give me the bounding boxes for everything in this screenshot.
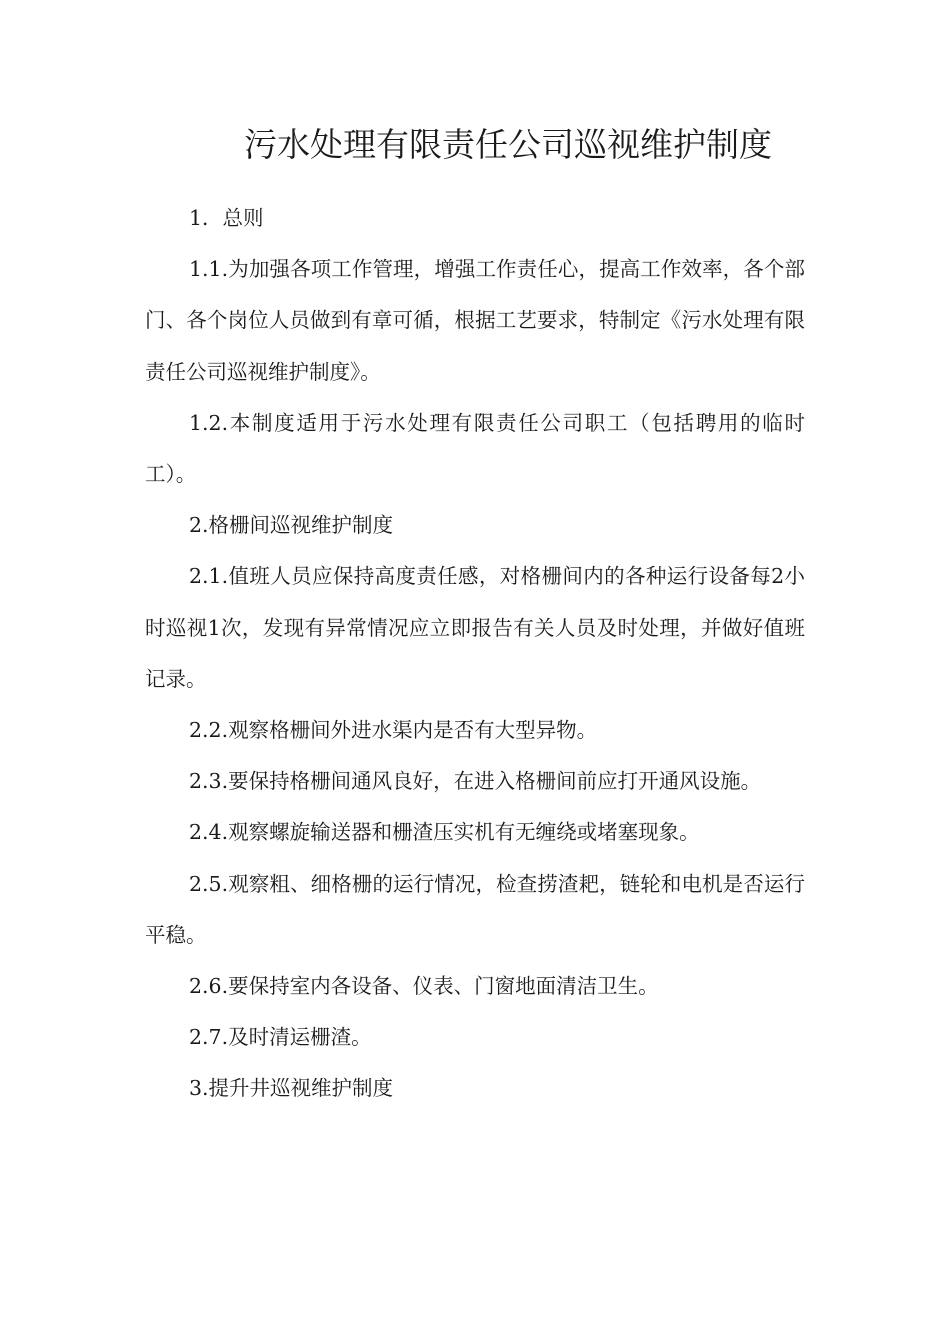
paragraph-1-2: 1.2.本制度适用于污水处理有限责任公司职工（包括聘用的临时工）。	[145, 410, 805, 487]
paragraph-2-4: 2.4.观察螺旋输送器和栅渣压实机有无缠绕或堵塞现象。	[189, 820, 700, 845]
paragraph-2-2: 2.2.观察格栅间外进水渠内是否有大型异物。	[189, 718, 598, 743]
paragraph-2-7: 2.7.及时清运栅渣。	[189, 1025, 372, 1050]
paragraph-2-1: 2.1.值班人员应保持高度责任感，对格栅间内的各种运行设备每2小时巡视1次，发现有异常情况应立即报告有关人员及时处理，并做好值班记录。	[145, 564, 805, 691]
document-title: 污水处理有限责任公司巡视维护制度	[244, 125, 772, 164]
paragraph-1-1: 1.1.为加强各项工作管理，增强工作责任心，提高工作效率，各个部门、各个岗位人员做到有章可循，根据工艺要求，特制定《污水处理有限责任公司巡视维护制度》。	[145, 257, 805, 384]
paragraph-grille-heading: 2.格栅间巡视维护制度	[189, 513, 394, 538]
document-body	[145, 193, 805, 1115]
paragraph-2-5: 2.5.观察粗、细格栅的运行情况，检查捞渣耙，链轮和电机是否运行平稳。	[145, 871, 805, 947]
paragraph-general-heading: 1．总则	[189, 206, 264, 230]
paragraph-2-3: 2.3.要保持格栅间通风良好，在进入格栅间前应打开通风设施。	[189, 769, 762, 794]
paragraph-lift-well-heading: 3.提升井巡视维护制度	[189, 1076, 394, 1101]
paragraph-2-6: 2.6.要保持室内各设备、仪表、门窗地面清洁卫生。	[189, 974, 659, 999]
